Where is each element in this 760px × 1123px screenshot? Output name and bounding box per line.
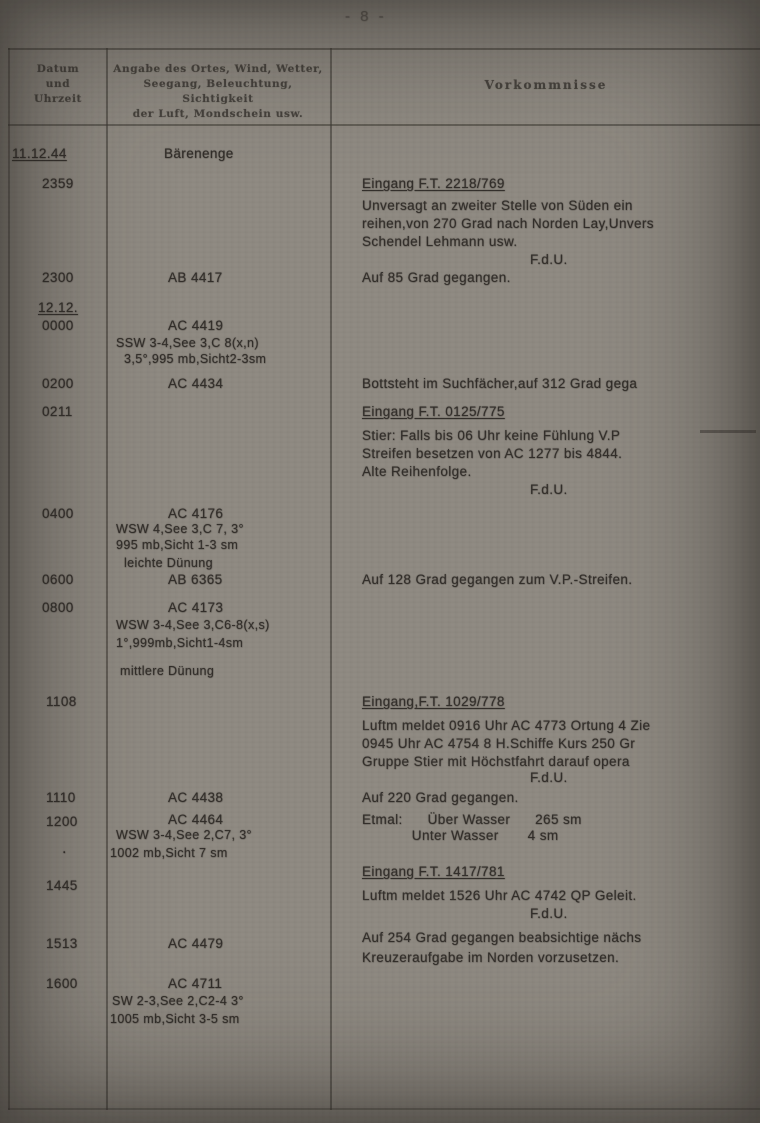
entry-event-line: Unversagt an zweiter Stelle von Süden ein [362,198,633,213]
entry-time: 1600 [46,976,78,991]
entry-position-line: AB 6365 [168,572,223,587]
entry-event-line: Eingang F.T. 0125/775 [362,404,505,419]
table-header-bottom-rule [8,124,760,126]
entry-time: 2300 [42,270,74,285]
entry-event-signature: F.d.U. [530,770,568,785]
entry-position-line: AC 4419 [168,318,224,333]
page-number: - 8 - [345,8,387,25]
entry-position-line: 1°,999mb,Sicht1-4sm [116,636,244,650]
entry-time: 2359 [42,176,74,191]
column-header-vorkommnisse: Vorkommnisse [484,78,608,92]
entry-event-line: 0945 Uhr AC 4754 8 H.Schiffe Kurs 250 Gr [362,736,636,751]
entry-position-line: mittlere Dünung [120,664,215,678]
entry-position-line: AB 4417 [168,270,223,285]
entry-event-line: Etmal: Über Wasser 265 sm [362,812,582,827]
entry-time: 0800 [42,600,74,615]
entry-position-line: AC 4176 [168,506,224,521]
entry-time: 0211 [42,404,73,419]
entry-event-line: Eingang F.T. 1417/781 [362,864,505,879]
entry-event-line: Eingang,F.T. 1029/778 [362,694,505,709]
entry-position-line: 1005 mb,Sicht 3-5 sm [110,1012,240,1026]
table-top-rule [8,48,760,50]
column-divider-3 [330,48,332,1110]
entry-position-line: 995 mb,Sicht 1-3 sm [116,538,239,552]
entry-position-line: WSW 3-4,See 3,C6-8(x,s) [116,618,270,632]
entry-event-line: Alte Reihenfolge. [362,464,472,479]
entry-position-line: SW 2-3,See 2,C2-4 3° [112,994,244,1008]
entry-position-line: WSW 4,See 3,C 7, 3° [116,522,244,536]
entry-event-signature: F.d.U. [530,252,568,267]
entry-event-signature: F.d.U. [530,482,568,497]
entry-event-line: Auf 85 Grad gegangen. [362,270,511,285]
entry-position-line: SSW 3-4,See 3,C 8(x,n) [116,336,259,350]
entry-event-line: Streifen besetzen von AC 1277 bis 4844. [362,446,623,461]
entry-position-line: AC 4434 [168,376,224,391]
entry-time: 0200 [42,376,74,391]
entry-time: 0600 [42,572,74,587]
entry-event-line: Bottsteht im Suchfächer,auf 312 Grad gega [362,376,638,391]
entry-event-line: Auf 220 Grad gegangen. [362,790,519,805]
entry-event-line: Luftm meldet 1526 Uhr AC 4742 QP Geleit. [362,888,637,903]
entry-event-line: Unter Wasser 4 sm [362,828,559,843]
entry-time: 0000 [42,318,74,333]
entry-event-line: Gruppe Stier mit Höchstfahrt darauf opera [362,754,630,769]
column-header-datum: Datum und Uhrzeit [33,63,82,105]
entry-event-line: Stier: Falls bis 06 Uhr keine Fühlung V.P [362,428,621,443]
entry-event-line: Luftm meldet 0916 Uhr AC 4773 Ortung 4 Zie [362,718,651,733]
entry-event-line: Eingang F.T. 2218/769 [362,176,505,191]
entry-event-signature: F.d.U. [530,906,568,921]
entry-position-line: Bärenenge [164,146,234,161]
entry-time: 1110 [46,790,76,805]
entry-position-line: AC 4173 [168,600,224,615]
entry-event-line: Auf 254 Grad gegangen beabsichtige nächs [362,930,642,945]
entry-time: 1108 [46,694,77,709]
entry-event-line: reihen,von 270 Grad nach Norden Lay,Unvers [362,216,654,231]
entry-event-line: Schendel Lehmann usw. [362,234,518,249]
entry-position-line: AC 4464 [168,812,224,827]
column-header-ort-wetter: Angabe des Ortes, Wind, Wetter, Seegang, Beleuchtung, Sichtigkeit der Luft, Mondschein usw. [113,63,323,120]
entry-event-line: Kreuzeraufgabe im Norden vorzusetzen. [362,950,620,965]
entry-position-line: AC 4479 [168,936,224,951]
entry-time: 12.12. [38,300,78,315]
entry-time: 1445 [46,878,78,893]
entry-event-line: Auf 128 Grad gegangen zum V.P.-Streifen. [362,572,633,587]
entry-time: 1200 [46,814,78,829]
entry-position-line: AC 4711 [168,976,223,991]
entry-position-line: 3,5°,995 mb,Sicht2-3sm [124,352,267,366]
entry-time-dot: . [62,840,67,857]
entry-position-line: AC 4438 [168,790,224,805]
entry-time: 1513 [46,936,78,951]
table-bottom-rule [8,1108,760,1110]
column-divider-1 [8,48,10,1110]
column-divider-2 [106,48,108,1110]
entry-position-line: WSW 3-4,See 2,C7, 3° [116,828,252,842]
entry-position-line: 1002 mb,Sicht 7 sm [110,846,228,860]
entry-time: 11.12.44 [12,146,67,161]
scan-streak [700,430,756,433]
entry-time: 0400 [42,506,74,521]
entry-position-line: leichte Dünung [124,556,213,570]
